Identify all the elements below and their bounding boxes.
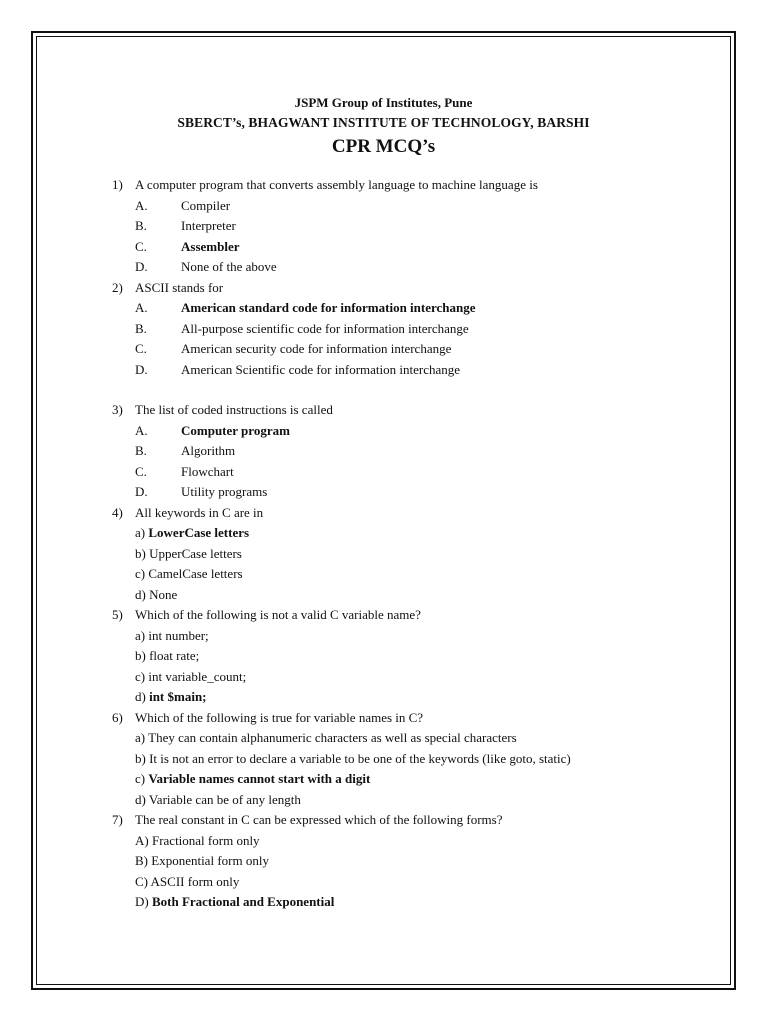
question-number: 4) [112, 504, 123, 520]
question-6 [112, 708, 712, 811]
option-letter: B. [135, 320, 147, 336]
option-text: Algorithm [181, 443, 236, 458]
option-letter: C. [135, 341, 147, 356]
option-letter: C. [135, 238, 147, 254]
question-number: 1) [112, 177, 123, 192]
option-text: UpperCase letters [149, 545, 242, 561]
question-number: 5) [112, 607, 123, 622]
option [112, 196, 712, 217]
option-text: Fractional form only [151, 832, 260, 848]
question-text: The real constant in C can be expressed which of the following forms? [135, 812, 503, 827]
option-letter: A. [135, 300, 148, 315]
option [112, 872, 712, 893]
option-text: Variable can be of any length [148, 791, 301, 807]
option-prefix: B) [135, 853, 148, 868]
question-2 [112, 278, 712, 381]
option [112, 441, 712, 462]
option-text: Flowchart [181, 463, 234, 479]
option [112, 626, 712, 647]
option-prefix: c) [135, 566, 146, 581]
option [112, 564, 712, 585]
question-number: 7) [112, 812, 123, 827]
option-text: None [149, 586, 178, 602]
option-prefix: C) [135, 873, 148, 889]
option-correct [112, 421, 712, 442]
question-text: Which of the following is not a valid C variable name? [135, 607, 421, 622]
option-letter: C. [135, 463, 147, 479]
option [112, 319, 712, 340]
option-text: American Scientific code for information interchange [181, 361, 461, 377]
option-prefix: d) [135, 689, 146, 704]
option-correct [112, 237, 712, 258]
option-text: Exponential form only [151, 853, 269, 868]
option-text-correct: American standard code for information interchange [181, 300, 476, 315]
option-text: Compiler [181, 197, 231, 213]
option [112, 851, 712, 872]
option-text-correct: Variable names cannot start with a digit [148, 771, 371, 786]
question-text: ASCII stands for [135, 279, 224, 295]
question-text: Which of the following is true for variable names in C? [135, 709, 424, 725]
option [112, 749, 712, 770]
option [112, 646, 712, 667]
option-prefix: a) [135, 730, 146, 745]
option-text: float rate; [149, 648, 200, 663]
option-prefix: c) [135, 668, 146, 684]
option-correct [112, 298, 712, 319]
question-7 [112, 810, 712, 913]
option-letter: D. [135, 361, 148, 377]
option [112, 462, 712, 483]
question-text: All keywords in C are in [135, 504, 264, 520]
institute-name-heading: SBERCT’s, BHAGWANT INSTITUTE OF TECHNOLOGY, BARSHI [177, 115, 590, 130]
option-text-correct: Computer program [181, 422, 290, 438]
option-prefix: a) [135, 627, 146, 643]
option-prefix: b) [135, 750, 146, 766]
option-prefix: A) [135, 832, 149, 848]
question-3 [112, 400, 712, 503]
option-letter: A. [135, 422, 148, 438]
option-text: CamelCase letters [148, 566, 243, 581]
option-text: American security code for information interchange [181, 341, 452, 356]
option-correct [112, 523, 712, 544]
option-text: int number; [148, 627, 209, 643]
option-prefix: c) [135, 771, 146, 786]
option-text-correct: Both Fractional and Exponential [151, 894, 335, 909]
question-number: 6) [112, 709, 123, 725]
option-text: Interpreter [181, 218, 236, 233]
option-prefix: d) [135, 586, 146, 602]
question-4 [112, 503, 712, 606]
option-text: None of the above [181, 259, 277, 274]
option [112, 544, 712, 565]
option [112, 216, 712, 237]
blank-line [112, 380, 712, 400]
option-text-correct: int $main; [149, 689, 207, 704]
question-number: 2) [112, 279, 123, 295]
option-letter: D. [135, 484, 148, 499]
option-text: Utility programs [181, 484, 268, 499]
option [112, 728, 712, 749]
option [112, 831, 712, 852]
question-number: 3) [112, 402, 123, 417]
question-text: A computer program that converts assembly language to machine language is [135, 177, 538, 192]
option-prefix: b) [135, 545, 146, 561]
option-text: It is not an error to declare a variable to be one of the keywords (like goto, static) [149, 750, 571, 766]
option-text-correct: LowerCase letters [148, 525, 250, 540]
question-list [112, 175, 712, 913]
option [112, 482, 712, 503]
option [112, 790, 712, 811]
option [112, 360, 712, 381]
option-text: int variable_count; [148, 668, 247, 684]
option-prefix: d) [135, 791, 146, 807]
question-text: The list of coded instructions is called [135, 402, 333, 417]
question-5 [112, 605, 712, 708]
question-1 [112, 175, 712, 278]
option-prefix: a) [135, 525, 146, 540]
option-prefix: b) [135, 648, 146, 663]
option-text-correct: Assembler [181, 238, 240, 254]
option-correct [112, 892, 712, 913]
option-correct [112, 687, 712, 708]
option-text: All-purpose scientific code for information interchange [181, 320, 469, 336]
option-correct [112, 769, 712, 790]
option [112, 585, 712, 606]
option-text: ASCII form only [150, 873, 240, 889]
option [112, 667, 712, 688]
option-prefix: D) [135, 894, 149, 909]
option [112, 257, 712, 278]
option-letter: A. [135, 197, 148, 213]
institute-group-heading: JSPM Group of Institutes, Pune [294, 95, 473, 110]
option-letter: D. [135, 259, 148, 274]
option-letter: B. [135, 218, 147, 233]
option [112, 339, 712, 360]
option-text: They can contain alphanumeric characters as well as special characters [148, 730, 517, 745]
option-letter: B. [135, 443, 147, 458]
document-title: CPR MCQ’s [331, 136, 436, 157]
